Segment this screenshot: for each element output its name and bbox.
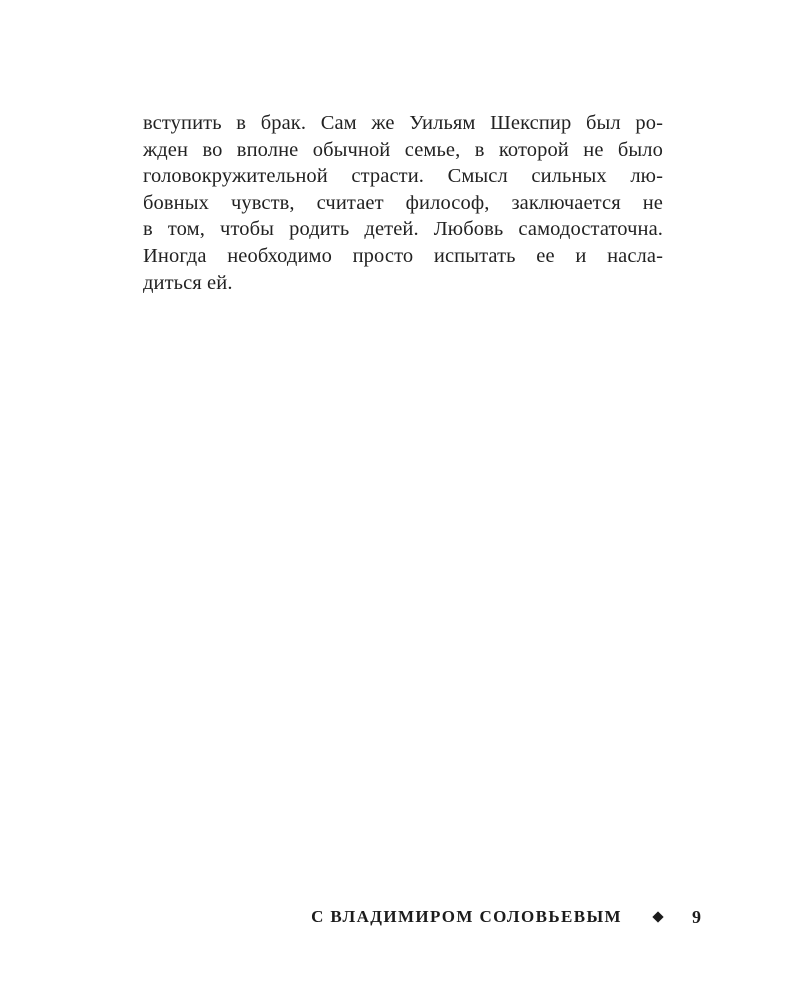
page-footer xyxy=(0,902,800,932)
text-line: головокружительной страсти. Смысл сильных лю- xyxy=(143,165,663,188)
text-line: вступить в брак. Сам же Уильям Шекспир был ро- xyxy=(143,112,663,134)
text-line: Иногда необходимо просто испытать ее и насла- xyxy=(143,244,663,267)
text-line: в том, чтобы родить детей. Любовь самодостаточна. xyxy=(143,218,663,241)
diamond-bullet-icon xyxy=(652,911,663,922)
page-number: 9 xyxy=(692,907,701,927)
running-head: С ВЛАДИМИРОМ СОЛОВЬЕВЫМ xyxy=(311,907,622,926)
text-line: жден во вполне обычной семье, в которой не было xyxy=(143,138,663,161)
text-line: бовных чувств, считает философ, заключается не xyxy=(143,191,663,214)
text-line: диться ей. xyxy=(143,271,233,294)
body-paragraph xyxy=(143,110,663,296)
